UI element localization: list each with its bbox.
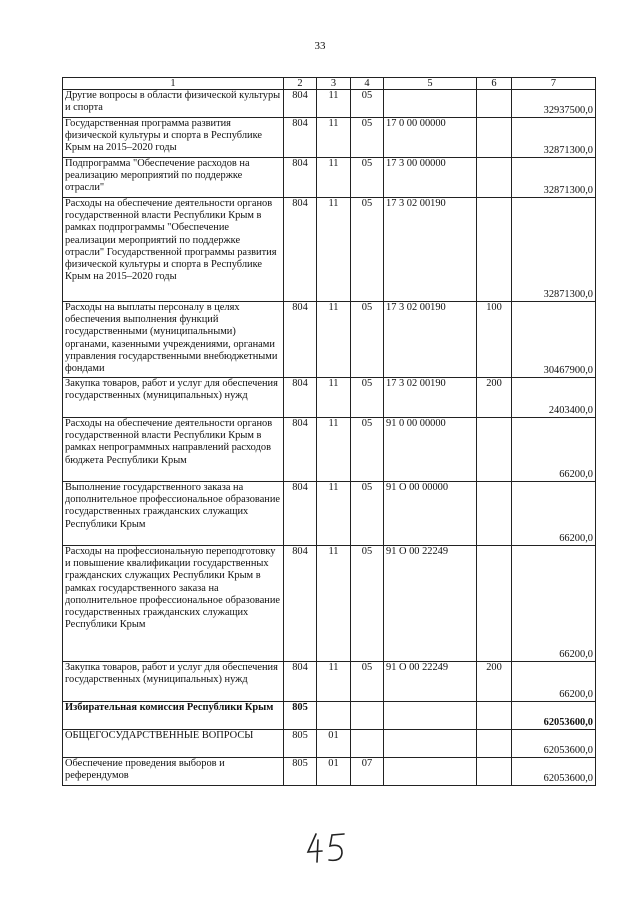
handwritten-page-number (300, 828, 360, 868)
section-code: 804 (284, 482, 317, 546)
target-item-code: 17 3 02 00190 (384, 302, 477, 378)
expense-type-code: 200 (477, 378, 512, 418)
subsection-code-2: 05 (351, 302, 384, 378)
section-code: 804 (284, 158, 317, 198)
page-number: 33 (314, 40, 326, 52)
amount: 62053600,0 (512, 730, 596, 758)
table-row (63, 482, 596, 546)
section-code: 804 (284, 90, 317, 118)
target-item-code: 91 О 00 22249 (384, 546, 477, 662)
target-item-code (384, 758, 477, 786)
subsection-code: 11 (317, 198, 351, 302)
target-item-code: 17 3 00 00000 (384, 158, 477, 198)
subsection-code: 11 (317, 662, 351, 702)
amount: 66200,0 (512, 662, 596, 702)
row-name: Государственная программа развития физической культуры и спорта в Республике Крым на 2015–2020 годы (63, 118, 284, 158)
expense-type-code (477, 198, 512, 302)
header-cell: 2 (284, 78, 317, 90)
row-name: Выполнение государственного заказа на дополнительное профессиональное образование государственных гражданских служащих Республики Крым (63, 482, 284, 546)
expense-type-code (477, 158, 512, 198)
section-code: 805 (284, 702, 317, 730)
header-cell: 1 (63, 78, 284, 90)
subsection-code-2: 05 (351, 378, 384, 418)
budget-table (62, 77, 596, 786)
table-header-row (63, 78, 596, 90)
amount: 32871300,0 (512, 118, 596, 158)
target-item-code (384, 702, 477, 730)
table-row (63, 378, 596, 418)
expense-type-code (477, 702, 512, 730)
row-name: ОБЩЕГОСУДАРСТВЕННЫЕ ВОПРОСЫ (63, 730, 284, 758)
section-code: 804 (284, 302, 317, 378)
amount: 32871300,0 (512, 198, 596, 302)
expense-type-code (477, 730, 512, 758)
row-name: Расходы на обеспечение деятельности органов государственной власти Республики Крым в рамках непрограммных направлений расходов бюджета Республики Крым (63, 418, 284, 482)
row-name: Подпрограмма "Обеспечение расходов на реализацию мероприятий по поддержке отрасли" (63, 158, 284, 198)
subsection-code-2: 05 (351, 118, 384, 158)
subsection-code-2: 05 (351, 418, 384, 482)
subsection-code: 11 (317, 378, 351, 418)
subsection-code-2: 05 (351, 158, 384, 198)
section-code: 805 (284, 730, 317, 758)
amount: 2403400,0 (512, 378, 596, 418)
amount: 32937500,0 (512, 90, 596, 118)
target-item-code: 17 3 02 00190 (384, 198, 477, 302)
section-code: 804 (284, 546, 317, 662)
target-item-code (384, 90, 477, 118)
target-item-code: 91 О 00 22249 (384, 662, 477, 702)
target-item-code: 17 3 02 00190 (384, 378, 477, 418)
table-row (63, 758, 596, 786)
table-row (63, 302, 596, 378)
expense-type-code (477, 118, 512, 158)
subsection-code-2: 05 (351, 482, 384, 546)
header-cell: 3 (317, 78, 351, 90)
section-code: 804 (284, 662, 317, 702)
amount: 62053600,0 (512, 758, 596, 786)
header-cell: 7 (512, 78, 596, 90)
subsection-code: 11 (317, 90, 351, 118)
row-name: Расходы на профессиональную переподготовку и повышение квалификации государственных гражданских служащих Республики Крым в рамках государственного заказа на дополнительное профессиональное образование государственных гражданских служащих Республики Крым (63, 546, 284, 662)
table-row (63, 90, 596, 118)
target-item-code: 17 0 00 00000 (384, 118, 477, 158)
subsection-code-2 (351, 702, 384, 730)
header-cell: 6 (477, 78, 512, 90)
expense-type-code (477, 90, 512, 118)
header-cell: 4 (351, 78, 384, 90)
subsection-code-2: 05 (351, 198, 384, 302)
subsection-code: 11 (317, 418, 351, 482)
row-name: Расходы на обеспечение деятельности органов государственной власти Республики Крым в рамках подпрограммы "Обеспечение реализации мероприятий по поддержке отрасли" Государственной программы развития физической культуры и спорта в Республике Крым на 2015–2020 годы (63, 198, 284, 302)
subsection-code-2 (351, 730, 384, 758)
section-code: 805 (284, 758, 317, 786)
expense-type-code (477, 418, 512, 482)
row-name: Избирательная комиссия Республики Крым (63, 702, 284, 730)
table-row (63, 158, 596, 198)
expense-type-code: 200 (477, 662, 512, 702)
header-cell: 5 (384, 78, 477, 90)
subsection-code: 11 (317, 118, 351, 158)
target-item-code (384, 730, 477, 758)
amount: 66200,0 (512, 482, 596, 546)
section-code: 804 (284, 418, 317, 482)
subsection-code-2: 07 (351, 758, 384, 786)
target-item-code: 91 0 00 00000 (384, 418, 477, 482)
subsection-code-2: 05 (351, 662, 384, 702)
subsection-code: 01 (317, 758, 351, 786)
row-name: Закупка товаров, работ и услуг для обеспечения государственных (муниципальных) нужд (63, 378, 284, 418)
subsection-code: 11 (317, 302, 351, 378)
table-row (63, 198, 596, 302)
amount: 66200,0 (512, 418, 596, 482)
subsection-code: 11 (317, 158, 351, 198)
table-row (63, 702, 596, 730)
subsection-code-2: 05 (351, 546, 384, 662)
table-row (63, 118, 596, 158)
section-code: 804 (284, 118, 317, 158)
subsection-code: 11 (317, 546, 351, 662)
expense-type-code (477, 546, 512, 662)
table-row (63, 546, 596, 662)
section-code: 804 (284, 198, 317, 302)
amount: 30467900,0 (512, 302, 596, 378)
row-name: Закупка товаров, работ и услуг для обеспечения государственных (муниципальных) нужд (63, 662, 284, 702)
subsection-code: 01 (317, 730, 351, 758)
row-name: Расходы на выплаты персоналу в целях обеспечения выполнения функций государственными (муниципальными) органами, казенными учреждениями, органами управления государственными внебюджетными фондами (63, 302, 284, 378)
expense-type-code: 100 (477, 302, 512, 378)
row-name: Обеспечение проведения выборов и референдумов (63, 758, 284, 786)
amount: 62053600,0 (512, 702, 596, 730)
table-row (63, 662, 596, 702)
amount: 32871300,0 (512, 158, 596, 198)
table-row (63, 730, 596, 758)
amount: 66200,0 (512, 546, 596, 662)
subsection-code-2: 05 (351, 90, 384, 118)
row-name: Другие вопросы в области физической культуры и спорта (63, 90, 284, 118)
expense-type-code (477, 758, 512, 786)
table-row (63, 418, 596, 482)
expense-type-code (477, 482, 512, 546)
target-item-code: 91 О 00 00000 (384, 482, 477, 546)
subsection-code (317, 702, 351, 730)
section-code: 804 (284, 378, 317, 418)
subsection-code: 11 (317, 482, 351, 546)
